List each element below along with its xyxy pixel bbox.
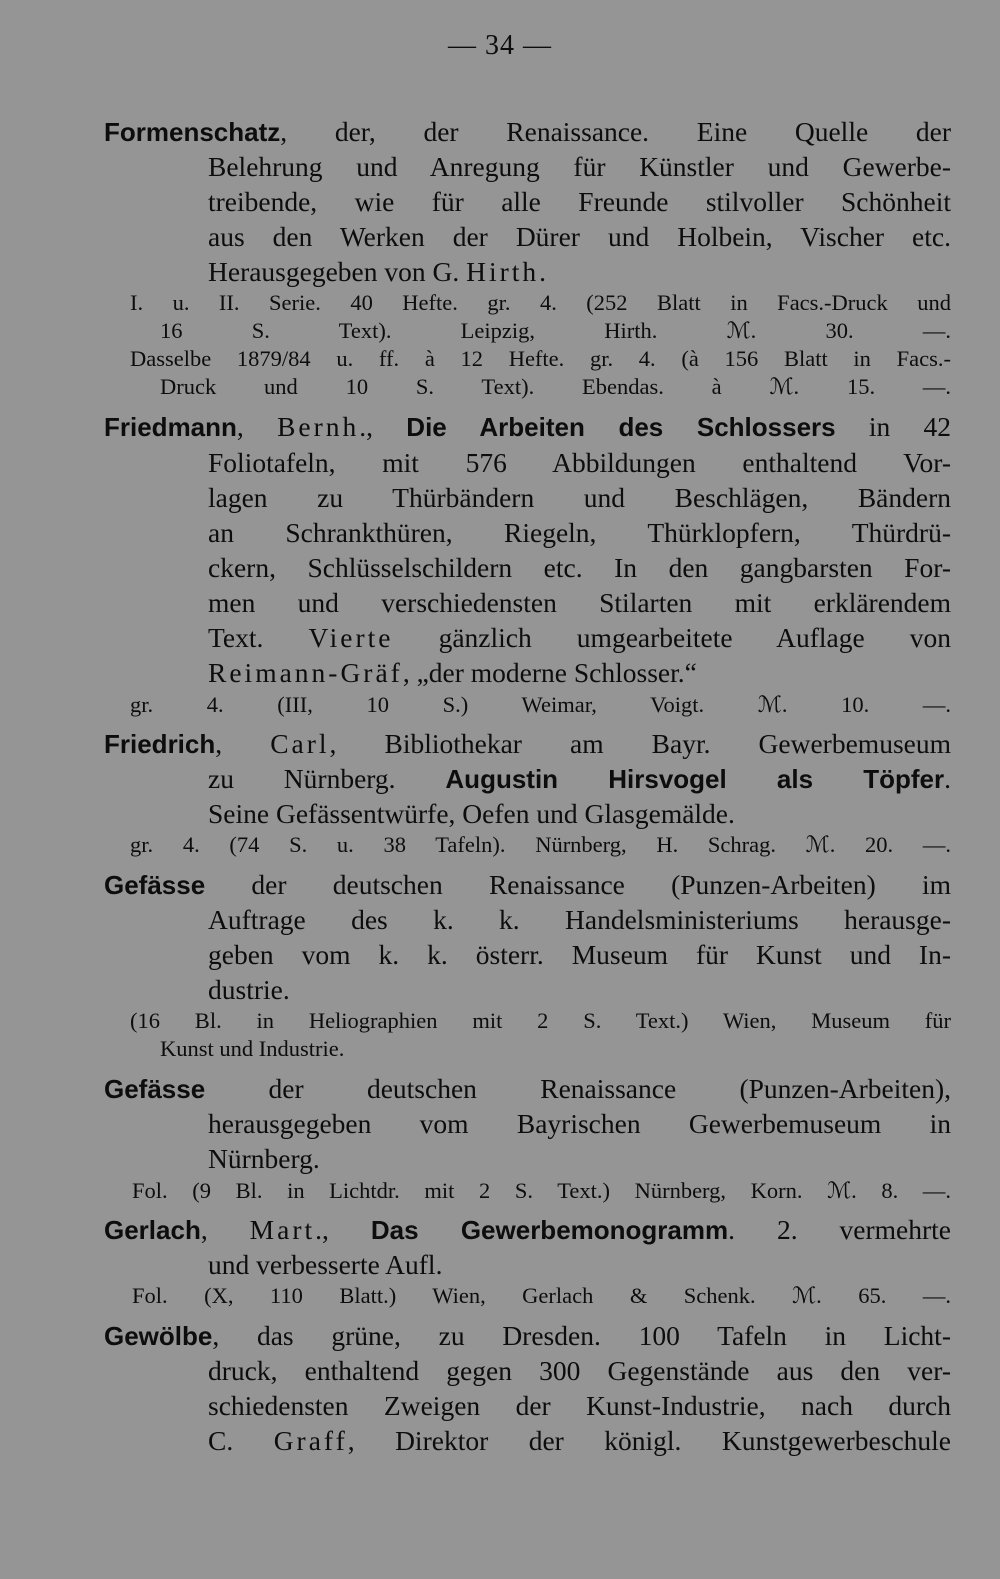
entry-line: dustrie. [208, 974, 290, 1005]
entry-line: und verbesserte Aufl. [208, 1249, 443, 1280]
entry-line: C. Graff, Direktor der königl. Kunstgewerbeschule [208, 1425, 951, 1456]
entry-line: lagen zu Thürbändern und Beschlägen, Bändern [208, 482, 951, 513]
entry-detail: gr. 4. (74 S. u. 38 Tafeln). Nürnberg, H. Schrag. ℳ. 20. —. [130, 832, 951, 857]
entry-line: Gewölbe, das grüne, zu Dresden. 100 Tafeln in Licht- [104, 1320, 951, 1351]
entry-line: herausgegeben vom Bayrischen Gewerbemuseum in [208, 1108, 951, 1139]
entry-detail: 16 S. Text). Leipzig, Hirth. ℳ. 30. —. [160, 318, 951, 343]
entry-line: Gefässe der deutschen Renaissance (Punzen-Arbeiten) im [104, 869, 951, 900]
entry-detail: Druck und 10 S. Text). Ebendas. à ℳ. 15. —. [160, 374, 951, 399]
entry-line: Auftrage des k. k. Handelsministeriums herausge- [208, 904, 951, 935]
entry-line: an Schrankthüren, Riegeln, Thürklopfern, Thürdrü- [208, 517, 951, 548]
entry-line: Belehrung und Anregung für Künstler und Gewerbe- [208, 151, 951, 182]
entry-line: Herausgegeben von G. Hirth. [208, 256, 547, 287]
entry-line: Nürnberg. [208, 1143, 320, 1174]
entry-line: druck, enthaltend gegen 300 Gegenstände aus den ver- [208, 1355, 951, 1386]
entry-line: zu Nürnberg. Augustin Hirsvogel als Töpfer. [208, 763, 952, 794]
entry-detail: Fol. (X, 110 Blatt.) Wien, Gerlach & Schenk. ℳ. 65. —. [132, 1283, 951, 1308]
entry-detail: Fol. (9 Bl. in Lichtdr. mit 2 S. Text.) Nürnberg, Korn. ℳ. 8. —. [132, 1178, 951, 1203]
entry-line: geben vom k. k. österr. Museum für Kunst und In- [208, 939, 951, 970]
entry-line: Seine Gefässentwürfe, Oefen und Glasgemälde. [208, 798, 735, 829]
entry-detail: (16 Bl. in Heliographien mit 2 S. Text.) Wien, Museum für [130, 1008, 951, 1033]
entry-line: Friedrich, Carl, Bibliothekar am Bayr. Gewerbemuseum [104, 728, 951, 759]
entry-detail: I. u. II. Serie. 40 Hefte. gr. 4. (252 Blatt in Facs.-Druck und [130, 290, 951, 315]
entry-line: Text. Vierte gänzlich umgearbeitete Auflage von [208, 622, 951, 653]
entry-line: Formenschatz, der, der Renaissance. Eine Quelle der [104, 116, 951, 147]
entry-line: Gefässe der deutschen Renaissance (Punzen-Arbeiten), [104, 1073, 951, 1104]
entry-line: aus den Werken der Dürer und Holbein, Vischer etc. [208, 221, 951, 252]
entry-detail: Dasselbe 1879/84 u. ff. à 12 Hefte. gr. 4. (à 156 Blatt in Facs.- [130, 346, 951, 371]
entry-detail: Kunst und Industrie. [160, 1036, 345, 1061]
entry-line: Gerlach, Mart., Das Gewerbemonogramm. 2. vermehrte [104, 1214, 951, 1245]
entry-detail: gr. 4. (III, 10 S.) Weimar, Voigt. ℳ. 10. —. [130, 692, 951, 717]
entry-line: treibende, wie für alle Freunde stilvoller Schönheit [208, 186, 951, 217]
entry-line: ckern, Schlüsselschildern etc. In den gangbarsten For- [208, 552, 951, 583]
entry-line: Foliotafeln, mit 576 Abbildungen enthaltend Vor- [208, 447, 951, 478]
entry-line: Reimann-Gräf, „der moderne Schlosser.“ [208, 657, 697, 688]
entry-line: men und verschiedensten Stilarten mit erklärendem [208, 587, 951, 618]
page-number: — 34 — [448, 30, 552, 61]
entry-line: schiedensten Zweigen der Kunst-Industrie, nach durch [208, 1390, 951, 1421]
entry-line: Friedmann, Bernh., Die Arbeiten des Schlossers in 42 [104, 411, 952, 442]
